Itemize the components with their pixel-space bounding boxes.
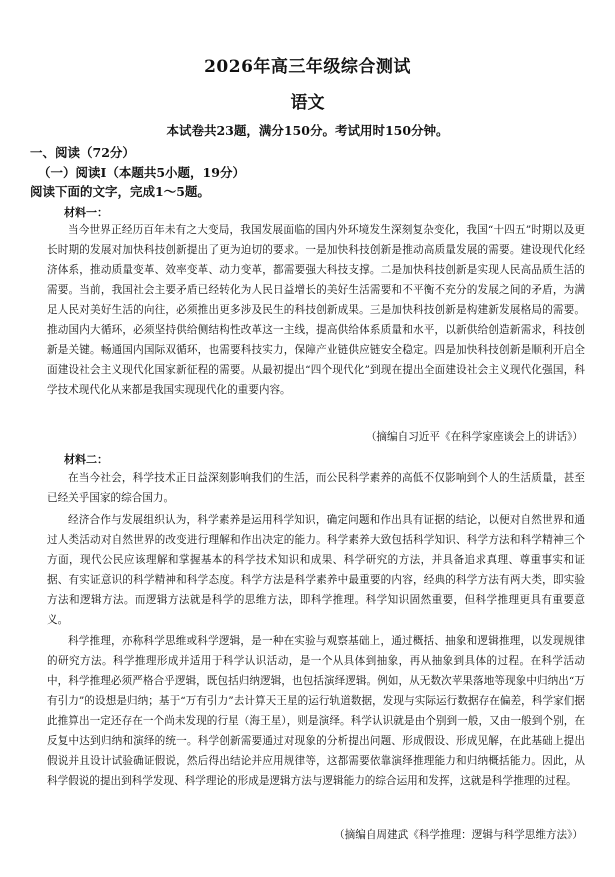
- material-two-paragraph-2: 经济合作与发展组织认为，科学素养是运用科学知识，确定问题和作出具有证据的结论，以便对自然世界和通过人类活动对自然世界的改变进行理解和作出决定的能力。科学素养大致包括科学知识、科学方法和科学精神三个方面，现代公民应该理解和掌握基本的科学技术知识和成果、科学研究的方法，并具备追求真理、尊重事实和证据、有实证意识的科学精神和科学态度。科学方法是科学素养中最重要的内容，经典的科学方法有两大类，即实验方法和逻辑方法。而逻辑方法就是科学的思维方法，即科学推理。科学知识固然重要，但科学推理更具有重要意义。: [47, 514, 585, 626]
- material-one-source: （摘编自习近平《在科学家座谈会上的讲话》）: [365, 431, 583, 443]
- exam-title: 2026年高三年级综合测试: [204, 57, 411, 77]
- material-two-source: （摘编自周建武《科学推理：逻辑与科学思维方法》）: [334, 829, 583, 841]
- section-heading: 一、阅读（72分）: [30, 145, 135, 160]
- material-one-paragraph: 当今世界正经历百年未有之大变局，我国发展面临的国内外环境发生深刻复杂变化，我国“十四五”时期以及更长时期的发展对加快科技创新提出了更为迫切的要求。一是加快科技创新是推动高质量发展的需要。建设现代化经济体系，推动质量变革、效率变革、动力变革，都需要强大科技支撑。二是加快科技创新是实现人民高品质生活的需要。当前，我国社会主要矛盾已经转化为人民日益增长的美好生活需要和不平衡不充分的发展之间的矛盾，为满足人民对美好生活的向往，必须推出更多涉及民生的科技创新成果。三是加快科技创新是构建新发展格局的需要。推动国内大循环，必须坚持供给侧结构性改革这一主线，提高供给体系质量和水平，以新供给创造新需求，科技创新是关键。畅通国内国际双循环，也需要科技实力，保障产业链供应链安全稳定。四是加快科技创新是顺利开启全面建设社会主义现代化国家新征程的需要。从最初提出“四个现代化”到现在提出全面建设社会主义现代化强国，科学技术现代化从来都是我国实现现代化的重要内容。: [47, 224, 585, 396]
- material-one-label: 材料一：: [64, 206, 108, 219]
- subject-title: 语文: [290, 93, 325, 113]
- material-two-paragraph-1: 在当今社会，科学技术正日益深刻影响我们的生活，而公民科学素养的高低不仅影响到个人的生活质量，甚至已经关乎国家的综合国力。: [47, 472, 585, 504]
- material-two-paragraph-3: 科学推理，亦称科学思维或科学逻辑，是一种在实验与观察基础上，通过概括、抽象和逻辑推理，以发现规律的研究方法。科学推理形成并适用于科学认识活动，是一个从具体到抽象，再从抽象到具体的过程。在科学活动中，科学推理必须严格合乎逻辑，既包括归纳逻辑，也包括演绎逻辑。例如，从无数次苹果落地等现象中归纳出“万有引力”的设想是归纳；基于“万有引力”去计算天王星的运行轨道数据，发现与实际运行数据存在偏差，科学家们据此推算出一定还存在一个尚未发现的行星（海王星），则是演绎。科学认识就是由个别到一般，又由一般到个别，在反复中达到归纳和演绎的统一。科学创新需要通过对现象的分析提出问题、形成假设、形成见解，在此基础上提出假说并且设计试验确证假说，然后得出结论并应用规律等，这都需要依靠演绎推理能力和归纳概括能力。因此，从科学假说的提出到科学发现、科学理论的形成是逻辑方法与逻辑能力的综合运用和发挥，这就是科学推理的过程。: [47, 635, 585, 787]
- exam-info: 本试卷共23题，满分150分。考试用时150分钟。: [166, 123, 449, 138]
- sub-section-heading: （一）阅读Ⅰ（本题共5小题，19分）: [38, 165, 245, 180]
- material-two-label: 材料二：: [64, 453, 108, 466]
- reading-instruction: 阅读下面的文字，完成1～5题。: [30, 184, 210, 199]
